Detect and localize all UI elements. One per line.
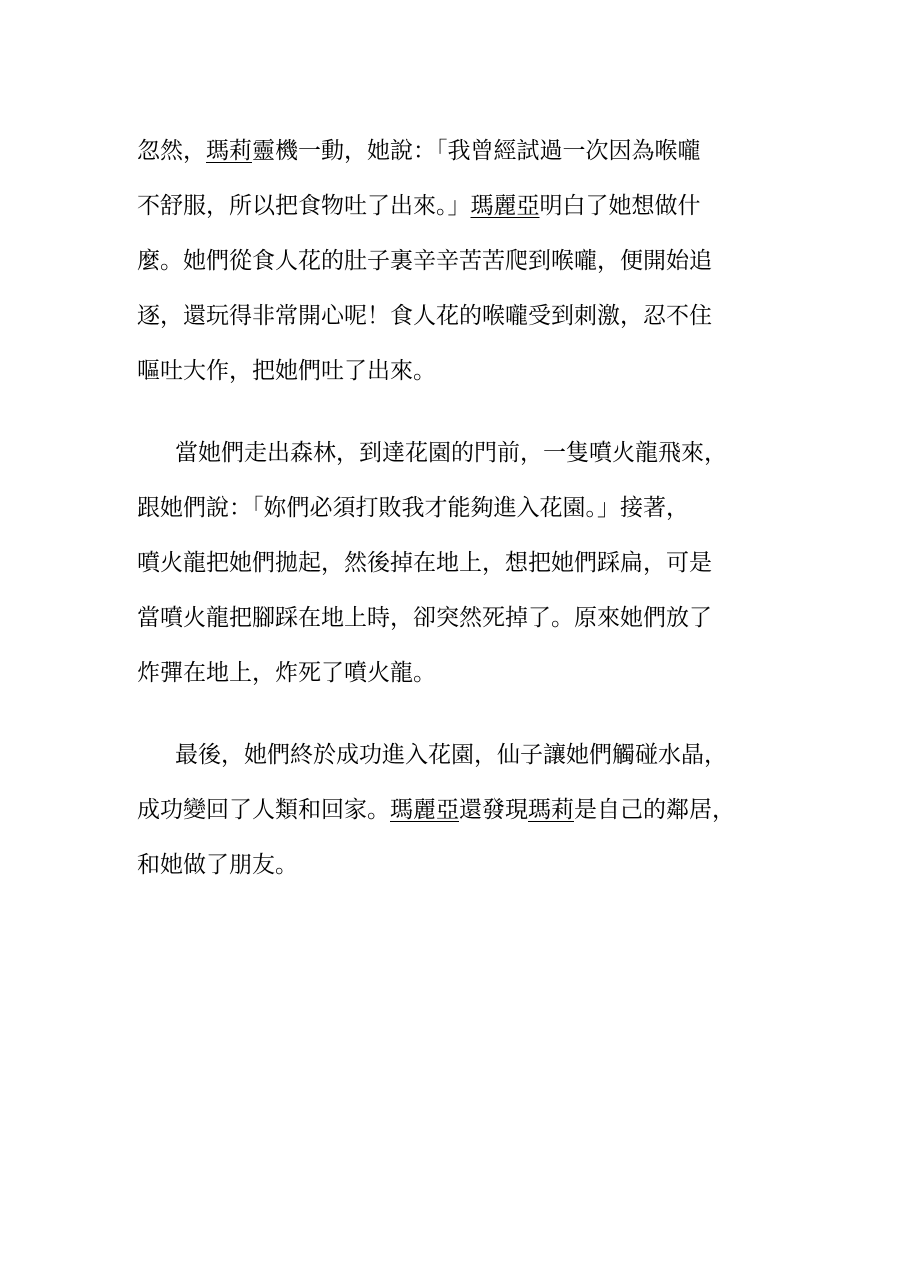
paragraph xyxy=(137,728,777,893)
text-segment: 明白了她想做什 xyxy=(539,193,701,219)
text-segment: 當噴火龍把腳踩在地上時，卻突然死掉了。原來她們放了 xyxy=(137,605,712,631)
text-line xyxy=(137,591,777,646)
text-line xyxy=(137,728,777,783)
text-line xyxy=(137,481,777,536)
character-name: 瑪莉 xyxy=(528,797,574,823)
text-line xyxy=(137,289,777,344)
character-name: 瑪麗亞 xyxy=(390,797,459,823)
story-text xyxy=(137,124,777,920)
text-line xyxy=(137,646,777,701)
text-line xyxy=(137,124,777,179)
text-segment: 和她做了朋友。 xyxy=(137,852,298,878)
character-name: 瑪莉 xyxy=(206,138,252,164)
text-segment: 忽然， xyxy=(137,138,206,164)
text-segment: 成功變回了人類和回家。 xyxy=(137,797,390,823)
text-segment: 還發現 xyxy=(459,797,528,823)
text-segment: 是自己的鄰居， xyxy=(574,797,735,823)
character-name: 瑪麗亞 xyxy=(470,193,540,219)
text-line xyxy=(137,536,777,591)
text-line xyxy=(137,179,777,234)
text-segment: 最後，她們終於成功進入花園，仙子讓她們觸碰水晶， xyxy=(175,742,727,768)
paragraph xyxy=(137,124,777,399)
text-segment: 跟她們說：「妳們必須打敗我才能夠進入花園。」接著， xyxy=(137,495,689,521)
text-segment: 噴火龍把她們拋起，然後掉在地上，想把她們踩扁，可是 xyxy=(137,550,712,576)
text-segment: 靈機一動，她說：「我曾經試過一次因為喉嚨 xyxy=(252,138,701,164)
text-line xyxy=(137,344,777,399)
text-line xyxy=(137,426,777,481)
text-segment: 嘔吐大作，把她們吐了出來。 xyxy=(137,358,436,384)
text-segment: 當她們走出森林，到達花園的門前，一隻噴火龍飛來， xyxy=(175,440,727,466)
text-line xyxy=(137,838,777,893)
paragraph xyxy=(137,426,777,701)
text-segment: 炸彈在地上，炸死了噴火龍。 xyxy=(137,660,436,686)
text-segment: 逐，還玩得非常開心呢！食人花的喉嚨受到刺激，忍不住 xyxy=(137,303,712,329)
text-segment: 麼。她們從食人花的肚子裏辛辛苦苦爬到喉嚨，便開始追 xyxy=(137,248,712,274)
text-line xyxy=(137,783,777,838)
text-segment: 不舒服，所以把食物吐了出來。」 xyxy=(137,193,471,219)
text-line xyxy=(137,234,777,289)
